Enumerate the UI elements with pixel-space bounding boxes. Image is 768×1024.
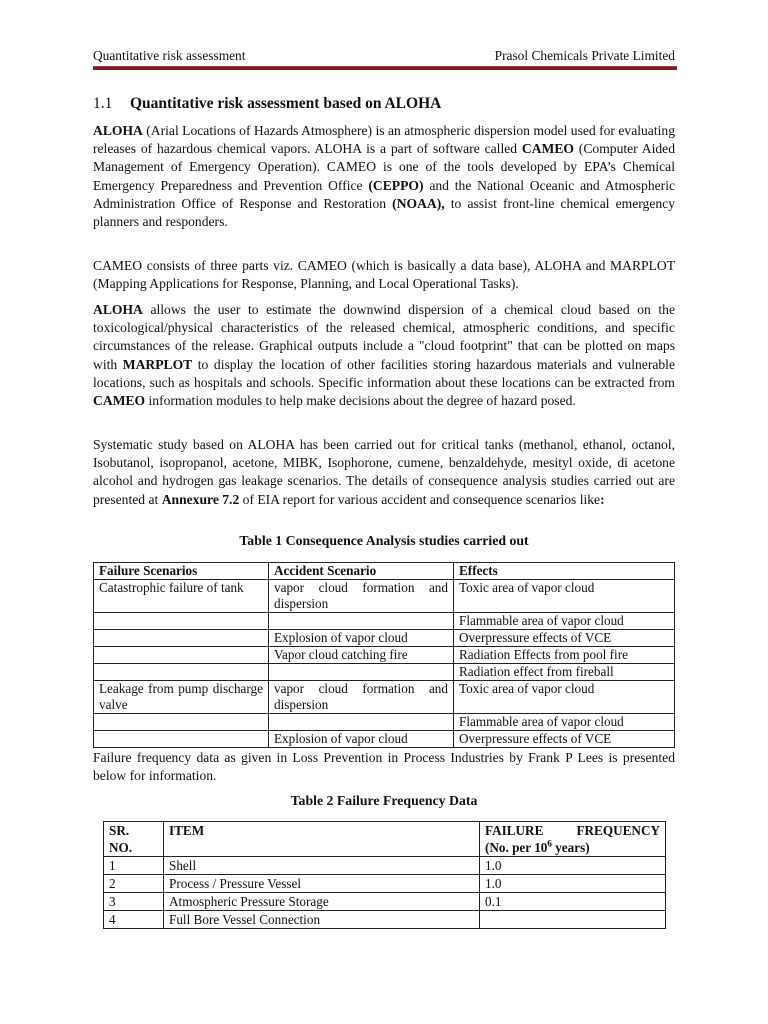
table-row	[94, 580, 675, 613]
table-cell	[480, 911, 666, 929]
paragraph-aloha-intro: ALOHA (Arial Locations of Hazards Atmosphere) is an atmospheric dispersion model used for evaluating releases of hazardous chemical vapors. ALOHA is a part of software called CAMEO (Computer Aided Management of Emergency Operation). CAMEO is one of the tools developed by EPA’s Chemical Emergency Preparedness and Prevention Office (CEPPO) and the National Oceanic and Atmospheric Administration Office of Response and Restoration (NOAA), to assist front-line chemical emergency planners and responders.	[93, 123, 676, 230]
table-row	[104, 875, 666, 893]
header-company-name: Prasol Chemicals Private Limited	[494, 48, 675, 63]
section-title: Quantitative risk assessment based on ALOHA	[130, 95, 442, 112]
table-cell: 3	[104, 893, 164, 911]
table-cell: Flammable area of vapor cloud	[454, 714, 675, 731]
table-header-cell: SR. NO.	[104, 822, 164, 857]
term-aloha: ALOHA	[93, 123, 143, 138]
table-cell: Radiation effect from fireball	[454, 664, 675, 681]
paragraph-systematic-study: Systematic study based on ALOHA has been carried out for critical tanks (methanol, ethanol, octanol, Isobutanol, isopropanol, acetone, MIBK, Isophorone, cumene, benzaldehyde, mesityl oxide, di acetone alcohol and hydrogen gas leakage scenarios. The details of consequence analysis studies carried out are presented at Annexure 7.2 of EIA report for various accident and consequence scenarios like:	[93, 437, 675, 507]
table-row	[94, 647, 675, 664]
section-heading	[93, 95, 441, 113]
table-cell: vapor cloud formation and dispersion	[269, 580, 454, 613]
table-header-row	[94, 563, 675, 580]
table-cell: 1	[104, 857, 164, 875]
section-number: 1.1	[93, 95, 113, 112]
header-document-title: Quantitative risk assessment	[93, 48, 246, 63]
page-header	[93, 48, 675, 64]
term-cameo: CAMEO	[521, 141, 574, 157]
table-header-row	[104, 822, 666, 857]
table-cell: Overpressure effects of VCE	[454, 630, 675, 647]
table-header-cell: FAILURE FREQUENCY (No. per $10^6$ years)	[480, 822, 666, 857]
term-ceppo: (CEPPO)	[368, 177, 424, 193]
table-row	[94, 731, 675, 748]
table-cell	[269, 613, 454, 630]
table-cell: Explosion of vapor cloud	[269, 731, 454, 748]
table-cell: 0.1	[480, 893, 666, 911]
term-marplot: MARPLOT	[122, 356, 193, 372]
table-row	[94, 681, 675, 714]
table-cell: Toxic area of vapor cloud	[454, 580, 675, 613]
table-cell	[94, 647, 269, 664]
header-divider-thick	[93, 67, 677, 70]
term-aloha: ALOHA	[93, 302, 143, 317]
table-cell: Radiation Effects from pool fire	[454, 647, 675, 664]
table-cell: Vapor cloud catching fire	[269, 647, 454, 664]
table-row	[94, 664, 675, 681]
table-cell	[94, 664, 269, 681]
table-header-cell: Accident Scenario	[269, 563, 454, 580]
table-cell	[269, 664, 454, 681]
table-cell: Catastrophic failure of tank	[94, 580, 269, 613]
table-header-cell: ITEM	[164, 822, 480, 857]
table-row	[94, 714, 675, 731]
annexure-reference: Annexure 7.2	[161, 491, 240, 507]
table-cell: Process / Pressure Vessel	[164, 875, 480, 893]
table-header-cell: Failure Scenarios	[94, 563, 269, 580]
table-row	[94, 630, 675, 647]
paragraph-cameo-parts: CAMEO consists of three parts viz. CAMEO (which is basically a data base), ALOHA and MARPLOT (Mapping Applications for Response, Planning, and Local Operational Tasks).	[93, 258, 675, 292]
table-cell: Shell	[164, 857, 480, 875]
paragraph-aloha-features: ALOHA allows the user to estimate the downwind dispersion of a chemical cloud based on the toxicological/physical characteristics of the released chemical, atmospheric conditions, and specific circumstances of the release. Graphical outputs include a "cloud footprint" that can be plotted on maps with MARPLOT to display the location of other facilities storing hazardous materials and vulnerable locations, such as hospitals and schools. Specific information about these locations can be extracted from CAMEO information modules to help make decisions about the degree of hazard posed.	[93, 302, 675, 409]
table-cell	[94, 731, 269, 748]
table-cell: Overpressure effects of VCE	[454, 731, 675, 748]
term-noaa: (NOAA),	[392, 195, 445, 211]
table1-caption: Table 1 Consequence Analysis studies carried out	[239, 533, 529, 548]
table-row	[104, 893, 666, 911]
table-row	[94, 613, 675, 630]
table-cell: Explosion of vapor cloud	[269, 630, 454, 647]
table-header-cell: Effects	[454, 563, 675, 580]
table-cell: Toxic area of vapor cloud	[454, 681, 675, 714]
table-cell	[94, 613, 269, 630]
table-row	[104, 857, 666, 875]
failure-frequency-table	[103, 821, 666, 929]
table-cell: Flammable area of vapor cloud	[454, 613, 675, 630]
table-cell: 4	[104, 911, 164, 929]
table-cell: Atmospheric Pressure Storage	[164, 893, 480, 911]
table-cell	[94, 714, 269, 731]
table-cell	[269, 714, 454, 731]
table-cell: 2	[104, 875, 164, 893]
table-row	[104, 911, 666, 929]
table-cell: Leakage from pump discharge valve	[94, 681, 269, 714]
table-cell	[94, 630, 269, 647]
term-cameo: CAMEO	[93, 393, 146, 409]
table-cell: Full Bore Vessel Connection	[164, 911, 480, 929]
paragraph-failure-frequency-intro: Failure frequency data as given in Loss Prevention in Process Industries by Frank P Lees is presented below for information.	[93, 750, 675, 784]
table-cell: 1.0	[480, 857, 666, 875]
table-cell: 1.0	[480, 875, 666, 893]
table-cell: vapor cloud formation and dispersion	[269, 681, 454, 714]
table2-caption: Table 2 Failure Frequency Data	[290, 793, 478, 808]
consequence-analysis-table	[93, 562, 675, 748]
